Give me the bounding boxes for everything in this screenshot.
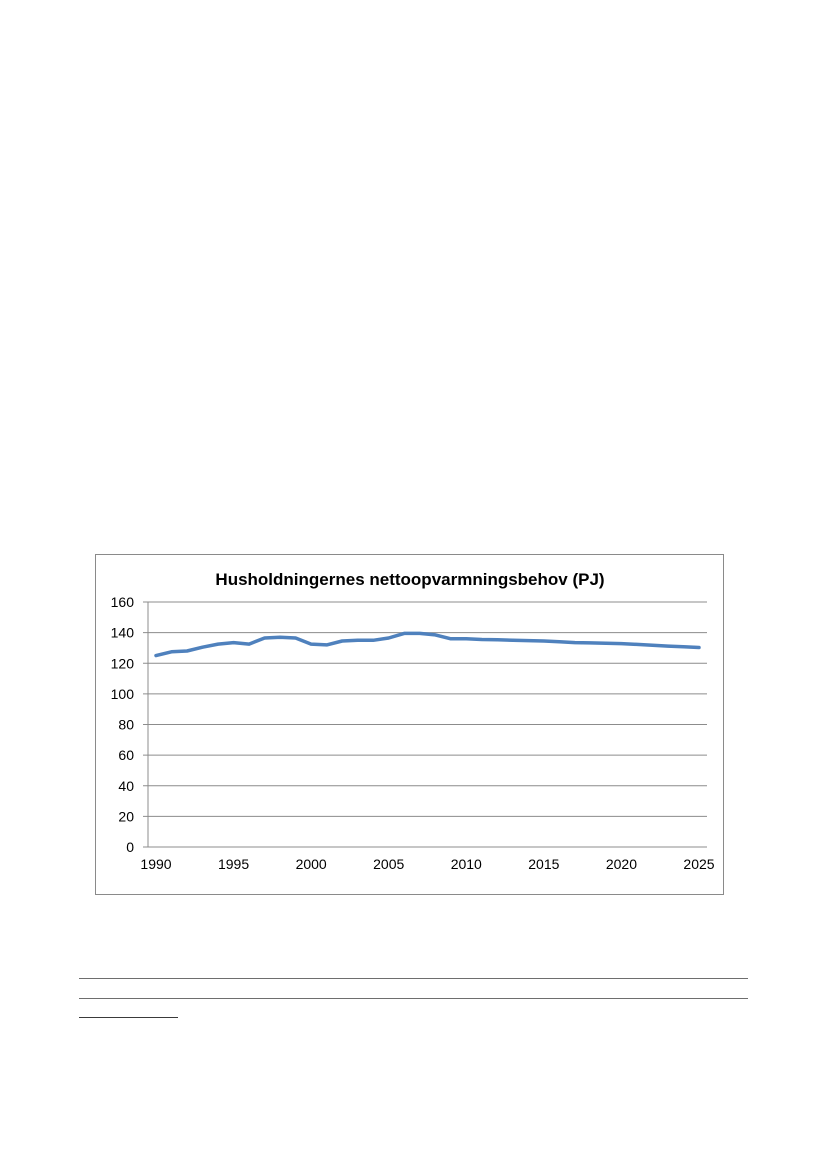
x-tick-labels	[140, 856, 714, 872]
y-tick-label: 20	[118, 808, 134, 825]
footnote-rule-2	[79, 998, 748, 999]
y-tick-label: 80	[118, 716, 134, 733]
y-tick-label: 60	[118, 747, 134, 764]
x-tick-label: 2010	[450, 856, 482, 872]
x-tick-label: 2020	[605, 856, 638, 872]
y-tick-label: 160	[110, 594, 134, 610]
series-line	[156, 633, 699, 655]
y-tick-label: 40	[118, 777, 134, 794]
chart-title: Husholdningernes nettoopvarmningsbehov (PJ)	[215, 570, 605, 589]
x-tick-label: 2025	[683, 856, 715, 872]
chart-frame	[95, 554, 724, 895]
footnote-rule-1	[79, 978, 748, 979]
y-tick-label: 140	[110, 624, 134, 641]
x-tick-label: 2000	[295, 856, 327, 872]
line-chart	[96, 555, 723, 894]
x-tick-label: 1990	[140, 856, 172, 872]
footnote-separator	[79, 1017, 178, 1018]
x-tick-label: 1995	[217, 856, 250, 872]
series-layer	[156, 633, 699, 655]
x-tick-label: 2005	[373, 856, 405, 872]
y-tick-labels	[111, 594, 135, 855]
y-tick-label: 120	[110, 655, 134, 672]
y-tick-label: 0	[126, 839, 134, 855]
x-tick-label: 2015	[528, 856, 560, 872]
y-tick-label: 100	[110, 685, 134, 702]
